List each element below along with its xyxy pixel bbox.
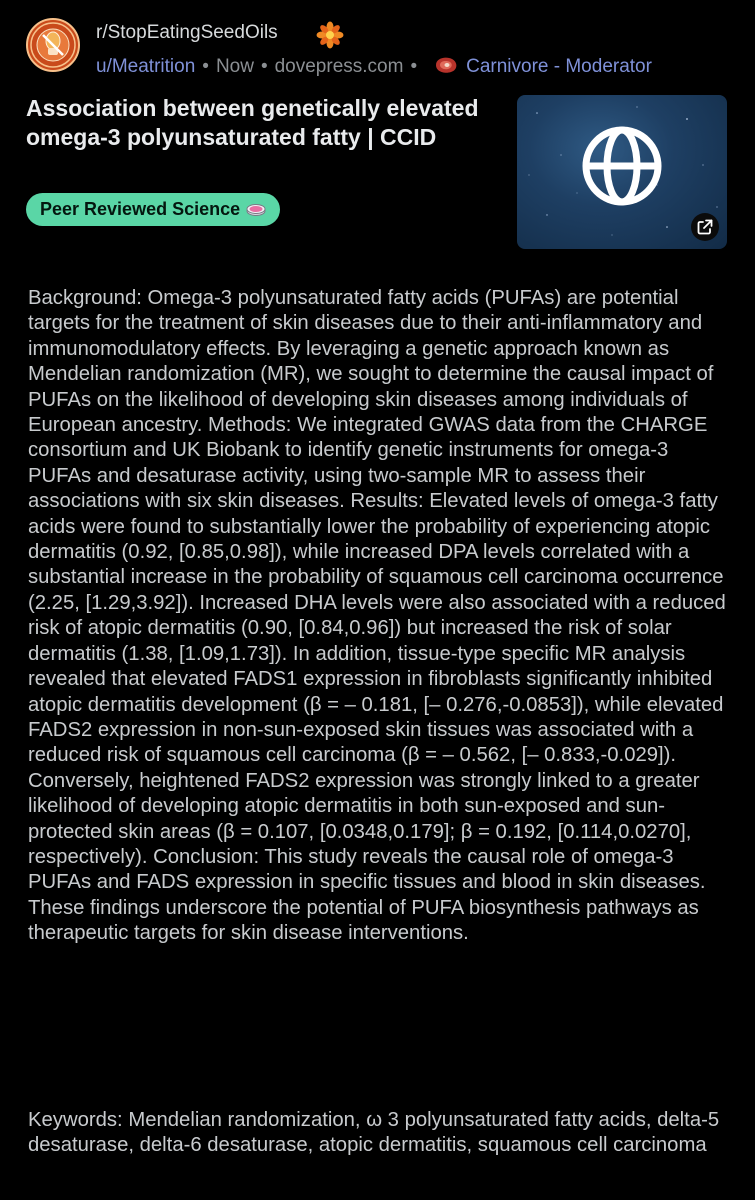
post-body: Background: Omega-3 polyunsaturated fatty acids (PUFAs) are potential targets for the treatment of skin diseases due to their anti-inflammatory and immunomodulatory effects. By leveraging a genetic approach known as Mendelian randomization (MR), we sought to determine the causal impact of PUFAs on the likelihood of developing skin diseases among individuals of European ancestry. Methods: We integrated GWAS data from the CHARGE consortium and UK Biobank to identify genetic instruments for omega-3 PUFAs and desaturase activity, using two-sample MR to assess their associations with six skin diseases. Results: Elevated levels of omega-3 fatty acids were found to substantially lower the probability of experiencing atopic dermatitis (0.92, [0.85,0.98]), while increased DPA levels correlated with a substantial increase in the probability of squamous cell carcinoma occurrence (2.25, [1.29,3.92]). Increased DHA levels were also associated with a reduced risk of atopic dermatitis (0.90, [0.84,0.96]) but increased the risk of solar dermatitis (1.38, [1.09,1.73]). In addition, tissue-type specific MR analysis revealed that elevated FADS1 expression in fibroblasts significantly inhibited atopic dermatitis development (β = – 0.181, [– 0.276,-0.0853]), while elevated FADS2 expression in non-sun-exposed skin tissues was associated with a reduced risk of squamous cell carcinoma (β = – 0.562, [– 0.833,-0.029]). Conversely, heightened FADS2 expression was strongly linked to a greater likelihood of developing atopic dermatitis in both sun-exposed and sun-protected skin areas (β = 0.107, [0.0348,0.179]; β = 0.192, [0.114,0.0270], respectively). Conclusion: This study reveals the causal role of omega-3 PUFAs and FADS expression in specific tissues and blood in skin diseases. These findings underscore the potential of PUFA biosynthesis pathways as therapeutic targets for skin disease interventions. <box>28 287 726 945</box>
meta-separator: • <box>202 56 209 77</box>
author-link[interactable]: u/Meatrition <box>96 56 196 77</box>
steak-icon <box>432 54 460 76</box>
subreddit-logo-icon <box>28 20 78 70</box>
subreddit-name[interactable]: r/StopEatingSeedOils <box>96 22 278 43</box>
external-link-icon[interactable] <box>691 213 719 241</box>
post-flair-badge[interactable] <box>26 193 280 226</box>
post-domain[interactable]: dovepress.com <box>274 56 404 77</box>
post-meta <box>96 54 652 78</box>
meta-separator: • <box>260 56 268 77</box>
petri-dish-icon <box>246 201 266 217</box>
globe-icon <box>580 124 664 208</box>
post-header <box>26 16 726 86</box>
meta-separator: • <box>410 56 418 77</box>
external-link-glyph <box>691 213 719 241</box>
flower-icon <box>316 21 344 49</box>
link-thumbnail[interactable] <box>517 95 727 249</box>
post-time: Now <box>215 56 254 77</box>
user-flair: Carnivore - Moderator <box>466 56 652 77</box>
post-flair-label: Peer Reviewed Science <box>40 199 241 219</box>
post-title[interactable]: Association between genetically elevated omega-3 polyunsaturated fatty | CCID <box>26 95 479 150</box>
post-keywords: Keywords: Mendelian randomization, ω 3 polyunsaturated fatty acids, delta-5 desaturase, delta-6 desaturase, atopic dermatitis, squamous cell carcinoma <box>28 1109 720 1157</box>
subreddit-avatar[interactable] <box>26 18 80 72</box>
